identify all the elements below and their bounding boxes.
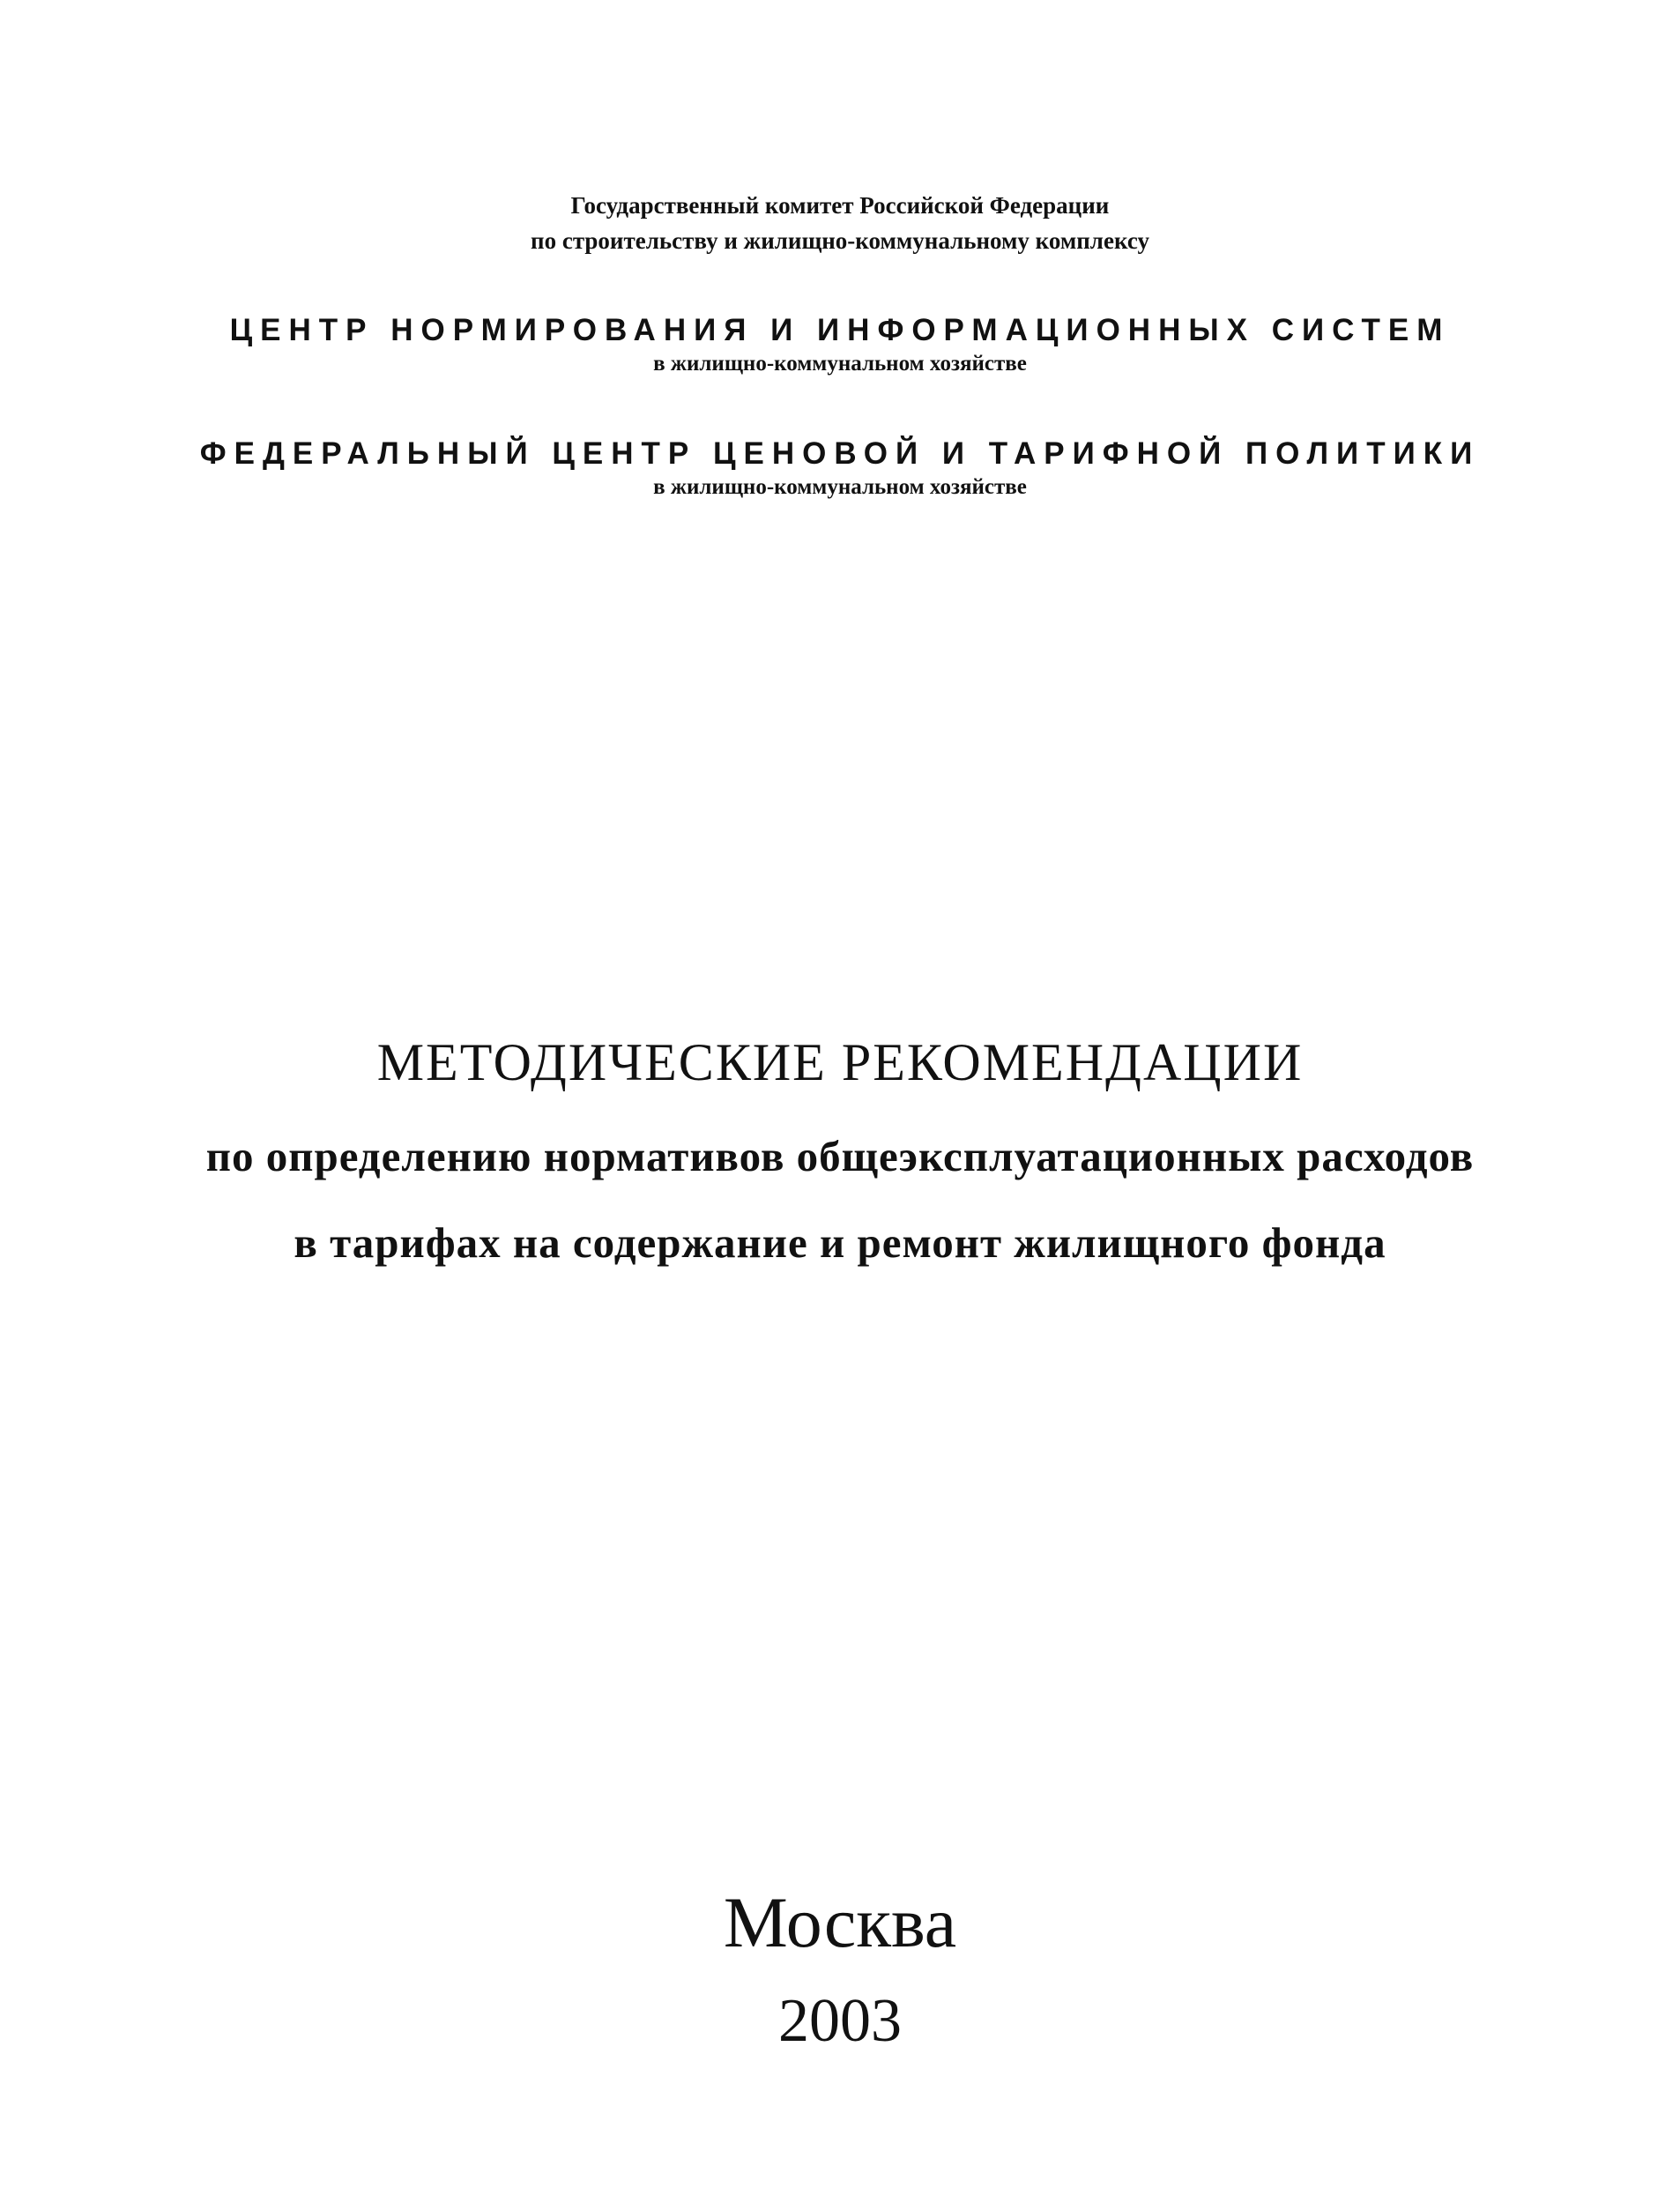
organization-name-2: ФЕДЕРАЛЬНЫЙ ЦЕНТР ЦЕНОВОЙ И ТАРИФНОЙ ПОЛИТИКИ [199,436,1481,471]
publication-year: 2003 [778,1987,902,2055]
document-title: МЕТОДИЧЕСКИЕ РЕКОМЕНДАЦИИ [376,1033,1304,1091]
document-subtitle-line-1: по определению нормативов общеэксплуатационных расходов [205,1132,1475,1180]
ministry-name-line-1: Государственный комитет Российской Федерации [570,192,1110,219]
organization-subtitle-2: в жилищно-коммунальном хозяйстве [653,475,1027,499]
organization-name-1: ЦЕНТР НОРМИРОВАНИЯ И ИНФОРМАЦИОННЫХ СИСТЕМ [229,313,1451,347]
publication-city: Москва [723,1882,957,1962]
ministry-name-line-2: по строительству и жилищно-коммунальному комплексу [531,227,1149,254]
organization-subtitle-1: в жилищно-коммунальном хозяйстве [653,352,1027,376]
document-subtitle-line-2: в тарифах на содержание и ремонт жилищного фонда [294,1218,1386,1267]
